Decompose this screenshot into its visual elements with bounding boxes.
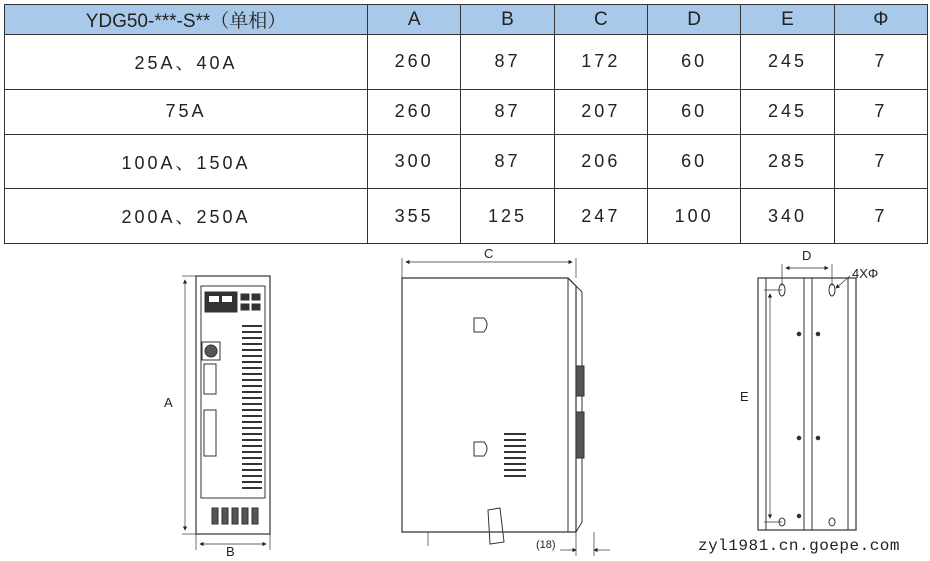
table-row bbox=[5, 189, 928, 244]
header-e: E bbox=[741, 5, 834, 35]
cell-c: 172 bbox=[554, 35, 647, 90]
table-row bbox=[5, 89, 928, 134]
label-b: B bbox=[226, 544, 235, 559]
header-b: B bbox=[461, 5, 554, 35]
table-row bbox=[5, 134, 928, 189]
cell-a: 355 bbox=[368, 189, 461, 244]
cell-e: 285 bbox=[741, 134, 834, 189]
cell-c: 206 bbox=[554, 134, 647, 189]
header-a: A bbox=[368, 5, 461, 35]
cell-phi: 7 bbox=[834, 89, 927, 134]
cell-b: 87 bbox=[461, 35, 554, 90]
cell-phi: 7 bbox=[834, 189, 927, 244]
cell-b: 87 bbox=[461, 89, 554, 134]
cell-model: 200A、250A bbox=[5, 189, 368, 244]
table-header-row bbox=[5, 5, 928, 35]
cell-model: 100A、150A bbox=[5, 134, 368, 189]
watermark: zyl1981.cn.goepe.com bbox=[697, 537, 900, 555]
cell-phi: 7 bbox=[834, 35, 927, 90]
dimension-table bbox=[4, 4, 928, 244]
cell-b: 125 bbox=[461, 189, 554, 244]
cell-model: 75A bbox=[5, 89, 368, 134]
label-d: D bbox=[802, 248, 812, 263]
cell-e: 245 bbox=[741, 35, 834, 90]
header-phi: Φ bbox=[834, 5, 927, 35]
label-e: E bbox=[740, 389, 749, 404]
cell-phi: 7 bbox=[834, 134, 927, 189]
label-18: (18) bbox=[536, 539, 556, 551]
dimension-drawings bbox=[0, 246, 930, 561]
cell-d: 100 bbox=[647, 189, 740, 244]
cell-model: 25A、40A bbox=[5, 35, 368, 90]
side-view bbox=[402, 258, 610, 556]
table-row bbox=[5, 35, 928, 90]
cell-e: 245 bbox=[741, 89, 834, 134]
back-view bbox=[758, 264, 856, 530]
label-c: C bbox=[484, 246, 494, 261]
header-d: D bbox=[647, 5, 740, 35]
cell-c: 207 bbox=[554, 89, 647, 134]
cell-c: 247 bbox=[554, 189, 647, 244]
cell-e: 340 bbox=[741, 189, 834, 244]
cell-a: 260 bbox=[368, 35, 461, 90]
cell-d: 60 bbox=[647, 35, 740, 90]
header-model: YDG50-***-S**（单相） bbox=[5, 5, 368, 35]
label-a: A bbox=[164, 395, 173, 410]
cell-d: 60 bbox=[647, 89, 740, 134]
label-holes: 4XΦ bbox=[852, 266, 879, 281]
cell-a: 260 bbox=[368, 89, 461, 134]
front-view bbox=[182, 276, 270, 550]
cell-b: 87 bbox=[461, 134, 554, 189]
cell-a: 300 bbox=[368, 134, 461, 189]
cell-d: 60 bbox=[647, 134, 740, 189]
header-c: C bbox=[554, 5, 647, 35]
